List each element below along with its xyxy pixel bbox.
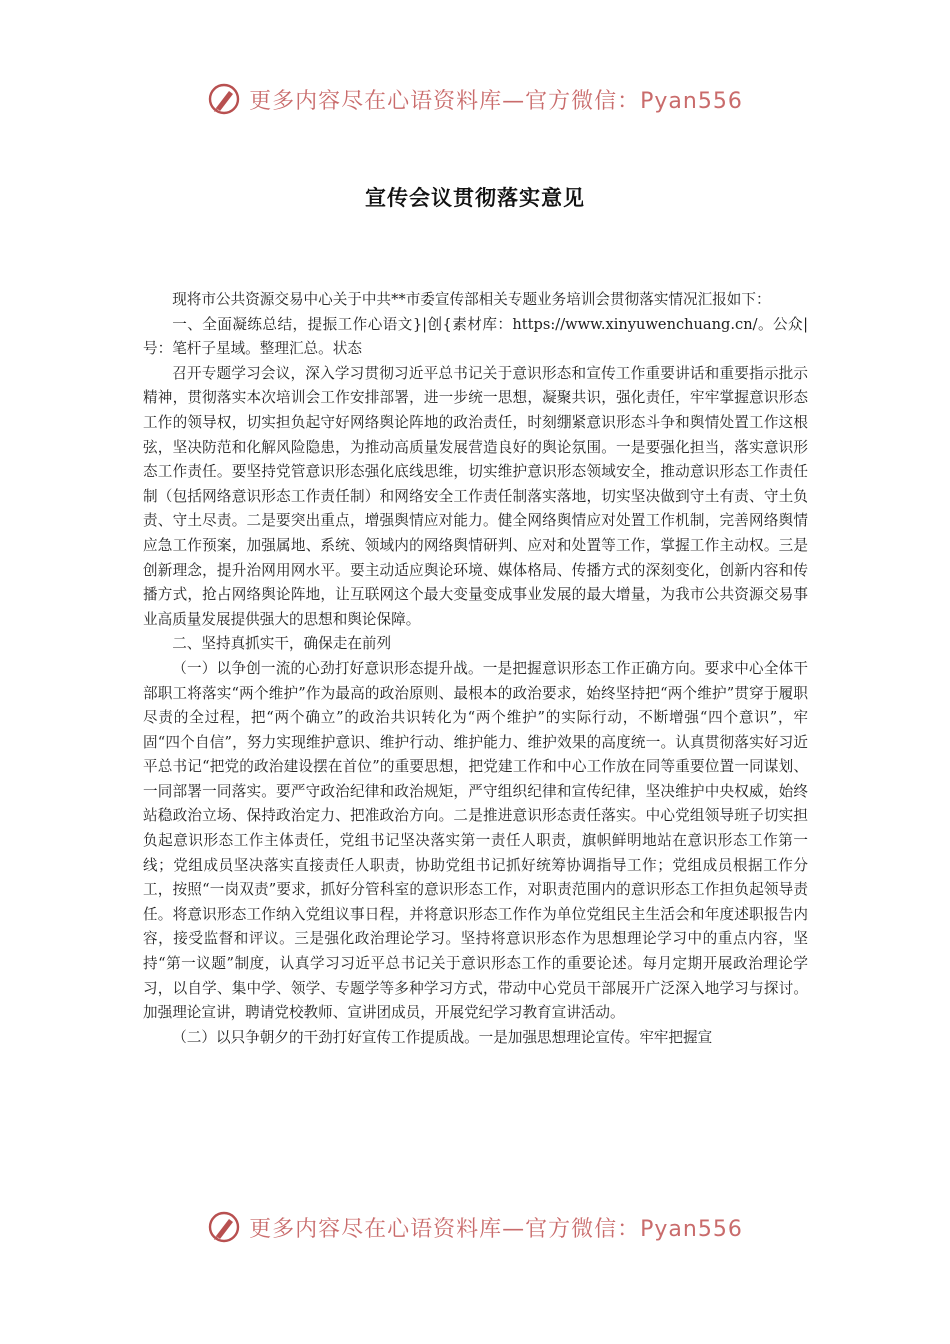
paragraph: 一、全面凝练总结，提振工作心语文}|创{素材库：https://www.xinyuwenchuang.cn/。公众|号：笔杆子星域。整理汇总。状态: [143, 315, 808, 358]
pen-logo-icon: [207, 82, 241, 116]
watermark-footer: [0, 1210, 950, 1244]
watermark-text: 更多内容尽在心语资料库—官方微信：Pyan556: [249, 1216, 743, 1242]
section-heading: 二、坚持真抓实干，确保走在前列: [172, 635, 392, 653]
document-body: [143, 288, 808, 1050]
document-title: 宣传会议贯彻落实意见: [365, 186, 585, 210]
pen-logo-icon: [207, 1210, 241, 1244]
watermark-text: 更多内容尽在心语资料库—官方微信：Pyan556: [249, 88, 743, 114]
paragraph: 召开专题学习会议，深入学习贯彻习近平总书记关于意识形态和宣传工作重要讲话和重要指示批示精神，贯彻落实本次培训会工作安排部署，进一步统一思想，凝聚共识，强化责任，牢牢掌握意识形态工作的领导权，切实担负起守好网络舆论阵地的政治责任，时刻绷紧意识形态斗争和舆情处置工作这根弦，坚决防范和化解风险隐患，为推动高质量发展营造良好的舆论氛围。一是要强化担当，落实意识形态工作责任。要坚持党管意识形态强化底线思维，切实维护意识形态领域安全，推动意识形态工作责任制（包括网络意识形态工作责任制）和网络安全工作责任制落实落地，切实坚决做到守土有责、守土负责、守土尽责。二是要突出重点，增强舆情应对能力。健全网络舆情应对处置工作机制，完善网络舆情应急工作预案，加强属地、系统、领域内的网络舆情研判、应对和处置等工作，掌握工作主动权。三是创新理念，提升治网用网水平。要主动适应舆论环境、媒体格局、传播方式的深刻变化，创新内容和传播方式，抢占网络舆论阵地，让互联网这个最大变量变成事业发展的最大增量，为我市公共资源交易事业高质量发展提供强大的思想和舆论保障。: [143, 364, 808, 628]
watermark-header: [0, 82, 950, 116]
paragraph: （一）以争创一流的心劲打好意识形态提升战。一是把握意识形态工作正确方向。要求中心全体干部职工将落实“两个维护”作为最高的政治原则、最根本的政治要求，始终坚持把“两个维护”贯穿于履职尽责的全过程，把“两个确立”的政治共识转化为“两个维护”的实际行动，不断增强“四个意识”，牢固“四个自信”，努力实现维护意识、维护行动、维护能力、维护效果的高度统一。认真贯彻落实好习近平总书记“把党的政治建设摆在首位”的重要思想，把党建工作和中心工作放在同等重要位置一同谋划、一同部署一同落实。要严守政治纪律和政治规矩，严守组织纪律和宣传纪律，坚决维护中央权威，始终站稳政治立场、保持政治定力、把准政治方向。二是推进意识形态责任落实。中心党组领导班子切实担负起意识形态工作主体责任，党组书记坚决落实第一责任人职责，旗帜鲜明地站在意识形态工作第一线；党组成员坚决落实直接责任人职责，协助党组书记抓好统筹协调指导工作；党组成员根据工作分工，按照“一岗双责”要求，抓好分管科室的意识形态工作，对职责范围内的意识形态工作担负起领导责任。将意识形态工作纳入党组议事日程，并将意识形态工作作为单位党组民主生活会和年度述职报告内容，接受监督和评议。三是强化政治理论学习。坚持将意识形态作为思想理论学习中的重点内容，坚持“第一议题”制度，认真学习习近平总书记关于意识形态工作的重要论述。每月定期开展政治理论学习，以自学、集中学、领学、专题学等多种学习方式，带动中心党员干部展开广泛深入地学习与探讨。加强理论宣讲，聘请党校教师、宣讲团成员，开展党纪学习教育宣讲活动。: [143, 659, 808, 1022]
paragraph: 现将市公共资源交易中心关于中共**市委宣传部相关专题业务培训会贯彻落实情况汇报如下：: [172, 291, 771, 308]
paragraph: （二）以只争朝夕的干劲打好宣传工作提质战。一是加强思想理论宣传。牢牢把握宣: [172, 1028, 713, 1046]
